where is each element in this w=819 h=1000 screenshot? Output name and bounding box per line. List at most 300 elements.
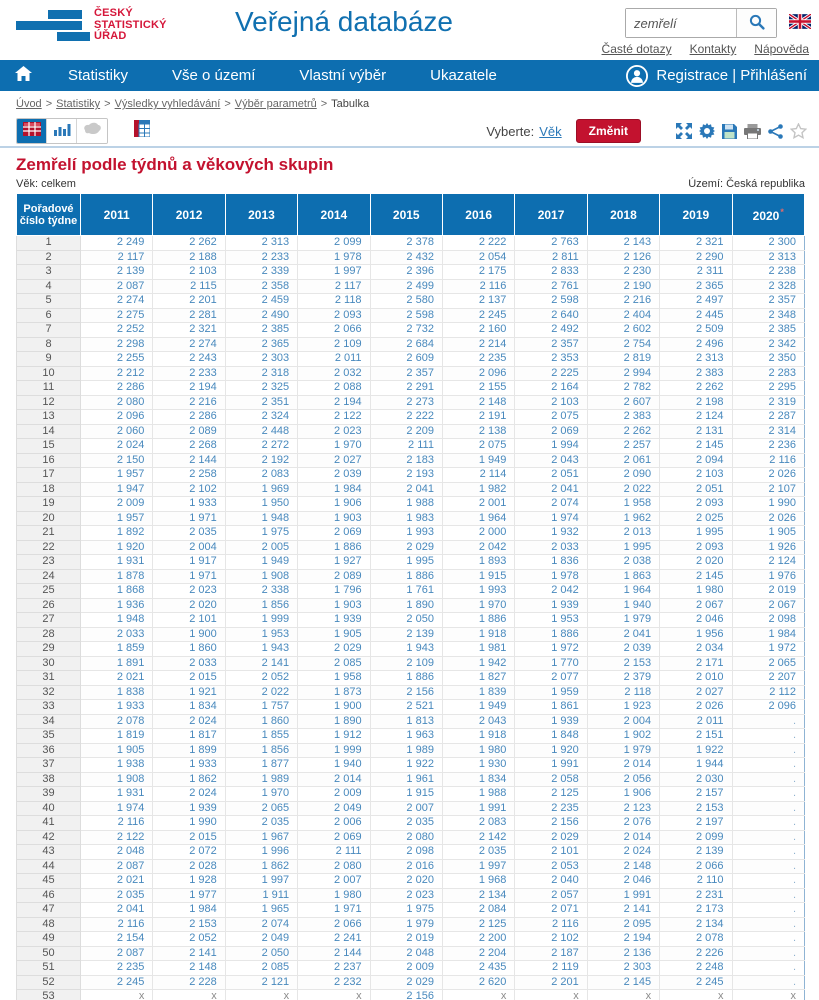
value-cell: 2 191 [442, 410, 514, 425]
value-cell: 2 022 [587, 482, 659, 497]
table-row-week-7 [17, 323, 805, 338]
value-cell: 2 080 [370, 830, 442, 845]
value-cell: 2 448 [225, 424, 297, 439]
table-row-week-1 [17, 236, 805, 251]
year-header-2017[interactable]: 2017 [515, 194, 587, 236]
value-cell: . [732, 845, 804, 860]
value-cell: 2 287 [732, 410, 804, 425]
header-link-0[interactable]: Časté dotazy [601, 42, 672, 56]
value-cell: 2 010 [660, 671, 732, 686]
value-cell: 2 071 [515, 903, 587, 918]
value-cell: 2 499 [370, 279, 442, 294]
table-row-week-42 [17, 830, 805, 845]
week-number-cell: 11 [17, 381, 81, 396]
value-cell: 1 856 [225, 598, 297, 613]
value-cell: 2 295 [732, 381, 804, 396]
value-cell: 1 918 [442, 729, 514, 744]
value-cell: 2 141 [225, 656, 297, 671]
week-number-cell: 23 [17, 555, 81, 570]
week-number-cell: 40 [17, 801, 81, 816]
value-cell: 2 046 [587, 874, 659, 889]
value-cell: 1 856 [225, 743, 297, 758]
value-cell: 2 155 [442, 381, 514, 396]
value-cell: 2 119 [515, 961, 587, 976]
value-cell: 2 173 [660, 903, 732, 918]
value-cell: 1 964 [442, 511, 514, 526]
value-cell: 2 432 [370, 250, 442, 265]
header-links [584, 42, 809, 56]
value-cell: 1 873 [298, 685, 370, 700]
table-row-week-9 [17, 352, 805, 367]
week-number-cell: 32 [17, 685, 81, 700]
value-cell: 2 052 [153, 932, 225, 947]
value-cell: 2 286 [81, 381, 153, 396]
value-cell: 1 860 [225, 714, 297, 729]
value-cell: 1 813 [370, 714, 442, 729]
value-cell: 2 131 [660, 424, 732, 439]
value-cell: 2 023 [153, 584, 225, 599]
value-cell: 2 014 [587, 830, 659, 845]
value-cell: 1 939 [153, 801, 225, 816]
value-cell: 1 819 [81, 729, 153, 744]
week-number-cell: 8 [17, 337, 81, 352]
week-number-cell: 41 [17, 816, 81, 831]
value-cell: 2 255 [81, 352, 153, 367]
table-row-week-28 [17, 627, 805, 642]
value-cell: 2 035 [153, 526, 225, 541]
value-cell: 2 007 [298, 874, 370, 889]
header-link-2[interactable]: Nápověda [754, 42, 809, 56]
value-cell: 2 230 [587, 265, 659, 280]
value-cell: 2 190 [587, 279, 659, 294]
value-cell: 1 991 [587, 888, 659, 903]
table-row-week-36 [17, 743, 805, 758]
value-cell: 1 981 [442, 642, 514, 657]
value-cell: 2 051 [515, 468, 587, 483]
breadcrumb-link-2[interactable]: Výsledky vyhledávání [114, 98, 221, 110]
home-button[interactable] [0, 66, 46, 86]
value-cell: 2 245 [81, 975, 153, 990]
value-cell: 1 902 [587, 729, 659, 744]
value-cell: 2 684 [370, 337, 442, 352]
share-icon[interactable] [768, 124, 783, 139]
value-cell: 1 944 [660, 758, 732, 773]
value-cell: 2 029 [370, 975, 442, 990]
value-cell: 2 078 [81, 714, 153, 729]
value-cell: . [732, 743, 804, 758]
breadcrumb-current: Tabulka [331, 98, 370, 110]
year-header-2016[interactable]: 2016 [442, 194, 514, 236]
value-cell: 1 890 [298, 714, 370, 729]
table-row-week-53 [17, 990, 805, 1000]
star-icon[interactable] [790, 123, 807, 139]
value-cell: 2 286 [153, 410, 225, 425]
table-row-week-15 [17, 439, 805, 454]
table-view-icon [23, 122, 41, 141]
value-cell: . [732, 874, 804, 889]
week-number-cell: 13 [17, 410, 81, 425]
site-title: Veřejná databáze [235, 6, 453, 37]
value-cell: 2 096 [442, 366, 514, 381]
value-cell: 2 118 [587, 685, 659, 700]
value-cell: 1 947 [81, 482, 153, 497]
value-cell: 2 268 [153, 439, 225, 454]
value-cell: 2 101 [515, 845, 587, 860]
value-cell: 1 995 [587, 540, 659, 555]
value-cell: 1 936 [81, 598, 153, 613]
value-cell: 2 298 [81, 337, 153, 352]
value-cell: 2 385 [732, 323, 804, 338]
value-cell: 2 122 [298, 410, 370, 425]
change-button[interactable]: Změnit [576, 119, 641, 143]
value-cell: 2 183 [370, 453, 442, 468]
table-row-week-51 [17, 961, 805, 976]
value-cell: 2 342 [732, 337, 804, 352]
value-cell: 1 999 [298, 743, 370, 758]
nav-item-1[interactable]: Vše o území [172, 67, 256, 84]
value-cell: 1 943 [370, 642, 442, 657]
nav-item-0[interactable]: Statistiky [68, 67, 129, 84]
value-cell: 1 920 [515, 743, 587, 758]
value-cell: 2 029 [515, 830, 587, 845]
breadcrumb-link-1[interactable]: Statistiky [56, 98, 101, 110]
week-number-cell: 22 [17, 540, 81, 555]
value-cell: 2 111 [370, 439, 442, 454]
value-cell: 1 921 [153, 685, 225, 700]
week-number-cell: 42 [17, 830, 81, 845]
value-cell: 1 906 [587, 787, 659, 802]
value-cell: 2 283 [732, 366, 804, 381]
value-cell: x [298, 990, 370, 1000]
value-cell: 2 207 [732, 671, 804, 686]
value-cell: 2 148 [153, 961, 225, 976]
value-cell: 2 093 [298, 308, 370, 323]
value-cell: 2 396 [370, 265, 442, 280]
value-cell: 2 754 [587, 337, 659, 352]
value-cell: 2 497 [660, 294, 732, 309]
table-row-week-31 [17, 671, 805, 686]
value-cell: 2 598 [515, 294, 587, 309]
value-cell: 1 915 [370, 787, 442, 802]
value-cell: 2 072 [153, 845, 225, 860]
value-cell: 2 067 [660, 598, 732, 613]
value-cell: 2 102 [515, 932, 587, 947]
value-cell: 1 927 [298, 555, 370, 570]
chart-view-button[interactable] [47, 119, 77, 143]
week-number-cell: 3 [17, 265, 81, 280]
table-row-week-38 [17, 772, 805, 787]
value-cell: 1 991 [442, 801, 514, 816]
value-cell: 2 607 [587, 395, 659, 410]
value-cell: 1 993 [370, 526, 442, 541]
value-cell: 2 235 [81, 961, 153, 976]
year-header-2019[interactable]: 2019 [660, 194, 732, 236]
value-cell: 2 300 [732, 236, 804, 251]
data-table-button[interactable] [134, 120, 150, 142]
value-cell: 2 043 [442, 714, 514, 729]
value-cell: . [732, 758, 804, 773]
value-cell: 2 116 [515, 917, 587, 932]
value-cell: 2 994 [587, 366, 659, 381]
value-cell: 1 905 [298, 627, 370, 642]
value-cell: 2 077 [515, 671, 587, 686]
nav-item-2[interactable]: Vlastní výběr [299, 67, 387, 84]
value-cell: 2 052 [225, 671, 297, 686]
value-cell: 2 125 [515, 787, 587, 802]
value-cell: 2 137 [442, 294, 514, 309]
toolbar [0, 116, 819, 148]
value-cell: 1 958 [587, 497, 659, 512]
value-cell: 1 908 [225, 569, 297, 584]
value-cell: 1 928 [153, 874, 225, 889]
week-number-cell: 14 [17, 424, 81, 439]
value-cell: 2 262 [660, 381, 732, 396]
week-number-cell: 28 [17, 627, 81, 642]
value-cell: 2 274 [81, 294, 153, 309]
value-cell: 1 989 [370, 743, 442, 758]
value-cell: 1 933 [153, 758, 225, 773]
value-cell: 2 033 [515, 540, 587, 555]
toolbar-icons [669, 123, 807, 139]
value-cell: 2 160 [442, 323, 514, 338]
value-cell: 2 099 [298, 236, 370, 251]
value-cell: 2 011 [660, 714, 732, 729]
value-cell: . [732, 801, 804, 816]
value-cell: 1 971 [298, 903, 370, 918]
table-row-week-50 [17, 946, 805, 961]
value-cell: 2 069 [298, 830, 370, 845]
value-cell: 2 004 [153, 540, 225, 555]
value-cell: 2 110 [660, 874, 732, 889]
value-cell: 1 920 [81, 540, 153, 555]
table-row-week-45 [17, 874, 805, 889]
value-cell: 1 997 [225, 874, 297, 889]
value-cell: 2 093 [660, 497, 732, 512]
value-cell: 1 834 [442, 772, 514, 787]
year-header-2015[interactable]: 2015 [370, 194, 442, 236]
value-cell: 2 144 [153, 453, 225, 468]
value-cell: 1 984 [732, 627, 804, 642]
value-cell: 2 039 [298, 468, 370, 483]
value-cell: x [732, 990, 804, 1000]
value-cell: 2 365 [660, 279, 732, 294]
breadcrumb-separator: > [224, 98, 231, 110]
value-cell: 1 968 [442, 874, 514, 889]
search-input[interactable] [626, 9, 736, 37]
value-cell: 2 338 [225, 584, 297, 599]
value-cell: 2 290 [660, 250, 732, 265]
value-cell: 2 089 [153, 424, 225, 439]
value-cell: 1 922 [370, 758, 442, 773]
save-icon[interactable] [722, 124, 737, 139]
value-cell: 2 051 [660, 482, 732, 497]
value-cell: 1 942 [442, 656, 514, 671]
value-cell: 2 214 [442, 337, 514, 352]
value-cell: 2 090 [587, 468, 659, 483]
year-header-2020[interactable]: 2020* [732, 194, 804, 236]
value-cell: 2 030 [660, 772, 732, 787]
value-cell: 1 761 [370, 584, 442, 599]
week-number-cell: 53 [17, 990, 81, 1000]
value-cell: 2 020 [370, 874, 442, 889]
nav-item-3[interactable]: Ukazatele [430, 67, 497, 84]
value-cell: 2 275 [81, 308, 153, 323]
value-cell: 1 943 [225, 642, 297, 657]
week-number-cell: 33 [17, 700, 81, 715]
value-cell: 1 862 [225, 859, 297, 874]
year-header-2014[interactable]: 2014 [298, 194, 370, 236]
csu-logo[interactable] [16, 8, 167, 43]
value-cell: 1 796 [298, 584, 370, 599]
value-cell: 2 000 [442, 526, 514, 541]
year-header-2012[interactable]: 2012 [153, 194, 225, 236]
header-link-1[interactable]: Kontakty [689, 42, 737, 56]
value-cell: 2 001 [442, 497, 514, 512]
value-cell: 2 024 [153, 787, 225, 802]
value-cell: 2 281 [153, 308, 225, 323]
value-cell: 2 087 [81, 859, 153, 874]
table-row-week-14 [17, 424, 805, 439]
value-cell: 2 318 [225, 366, 297, 381]
year-header-2018[interactable]: 2018 [587, 194, 659, 236]
value-cell: . [732, 932, 804, 947]
week-number-cell: 12 [17, 395, 81, 410]
table-row-week-27 [17, 613, 805, 628]
value-cell: 1 890 [370, 598, 442, 613]
value-cell: 2 258 [153, 468, 225, 483]
value-cell: 2 139 [370, 627, 442, 642]
value-cell: 2 088 [298, 381, 370, 396]
value-cell: 1 959 [515, 685, 587, 700]
value-cell: 2 272 [225, 439, 297, 454]
value-cell: 1 859 [81, 642, 153, 657]
value-cell: 2 098 [732, 613, 804, 628]
value-cell: 2 248 [660, 961, 732, 976]
value-cell: 2 116 [442, 279, 514, 294]
value-cell: 2 020 [153, 598, 225, 613]
week-number-cell: 37 [17, 758, 81, 773]
value-cell: 2 357 [732, 294, 804, 309]
value-cell: 2 041 [587, 627, 659, 642]
value-cell: 1 932 [515, 526, 587, 541]
table-row-week-48 [17, 917, 805, 932]
map-view-button[interactable] [77, 119, 107, 143]
value-cell: 1 978 [298, 250, 370, 265]
breadcrumb-separator: > [104, 98, 111, 110]
table-row-week-29 [17, 642, 805, 657]
print-icon[interactable] [744, 124, 761, 139]
value-cell: 2 109 [298, 337, 370, 352]
value-cell: 2 145 [587, 975, 659, 990]
table-row-week-21 [17, 526, 805, 541]
value-cell: 2 241 [298, 932, 370, 947]
value-cell: 2 243 [153, 352, 225, 367]
value-cell: 1 971 [153, 569, 225, 584]
value-cell: 1 984 [153, 903, 225, 918]
table-view-button[interactable] [17, 119, 47, 143]
year-header-2011[interactable]: 2011 [81, 194, 153, 236]
value-cell: 2 148 [442, 395, 514, 410]
value-cell: 2 049 [298, 801, 370, 816]
value-cell: 2 026 [732, 511, 804, 526]
value-cell: 2 007 [370, 801, 442, 816]
value-cell: 2 291 [370, 381, 442, 396]
table-row-week-23 [17, 555, 805, 570]
value-cell: . [732, 903, 804, 918]
value-cell: 2 065 [225, 801, 297, 816]
value-cell: 2 226 [660, 946, 732, 961]
value-cell: 2 404 [587, 308, 659, 323]
table-row-week-19 [17, 497, 805, 512]
week-number-cell: 16 [17, 453, 81, 468]
gear-icon[interactable] [699, 123, 715, 139]
table-row-week-46 [17, 888, 805, 903]
value-cell: 2 029 [298, 642, 370, 657]
value-cell: 1 891 [81, 656, 153, 671]
value-cell: 1 917 [153, 555, 225, 570]
table-row-week-47 [17, 903, 805, 918]
value-cell: 2 232 [298, 975, 370, 990]
value-cell: 1 939 [515, 714, 587, 729]
value-cell: 2 201 [153, 294, 225, 309]
value-cell: 2 350 [732, 352, 804, 367]
age-parameter-link[interactable]: Věk [539, 123, 562, 139]
week-number-cell: 1 [17, 236, 81, 251]
value-cell: . [732, 917, 804, 932]
value-cell: 2 273 [370, 395, 442, 410]
expand-icon[interactable] [676, 123, 692, 139]
value-cell: 2 024 [81, 439, 153, 454]
registration-login-link[interactable]: Registrace | Přihlášení [656, 67, 807, 84]
breadcrumb-link-0[interactable]: Úvod [16, 98, 42, 110]
value-cell: 2 020 [660, 555, 732, 570]
value-cell: 2 042 [442, 540, 514, 555]
value-cell: 1 836 [515, 555, 587, 570]
search-icon [749, 14, 765, 33]
table-row-week-49 [17, 932, 805, 947]
value-cell: 1 974 [515, 511, 587, 526]
value-cell: . [732, 975, 804, 990]
value-cell: . [732, 888, 804, 903]
value-cell: 2 116 [732, 453, 804, 468]
value-cell: 2 015 [153, 830, 225, 845]
value-cell: 1 923 [587, 700, 659, 715]
value-cell: 2 103 [153, 265, 225, 280]
value-cell: 1 989 [225, 772, 297, 787]
value-cell: 1 868 [81, 584, 153, 599]
value-cell: 2 303 [587, 961, 659, 976]
value-cell: 1 940 [298, 758, 370, 773]
search-button[interactable] [736, 9, 776, 37]
age-meta: Věk: celkem [16, 178, 76, 190]
week-number-cell: 26 [17, 598, 81, 613]
value-cell: 2 056 [587, 772, 659, 787]
value-cell: 2 085 [298, 656, 370, 671]
value-cell: 2 035 [370, 816, 442, 831]
value-cell: 2 782 [587, 381, 659, 396]
value-cell: 2 058 [515, 772, 587, 787]
table-row-week-20 [17, 511, 805, 526]
value-cell: 1 977 [153, 888, 225, 903]
value-cell: 2 141 [587, 903, 659, 918]
value-cell: 2 027 [298, 453, 370, 468]
week-number-cell: 31 [17, 671, 81, 686]
english-flag-icon[interactable] [789, 14, 811, 29]
value-cell: 2 204 [442, 946, 514, 961]
year-header-2013[interactable]: 2013 [225, 194, 297, 236]
value-cell: 2 066 [660, 859, 732, 874]
breadcrumb-link-3[interactable]: Výběr parametrů [234, 98, 317, 110]
